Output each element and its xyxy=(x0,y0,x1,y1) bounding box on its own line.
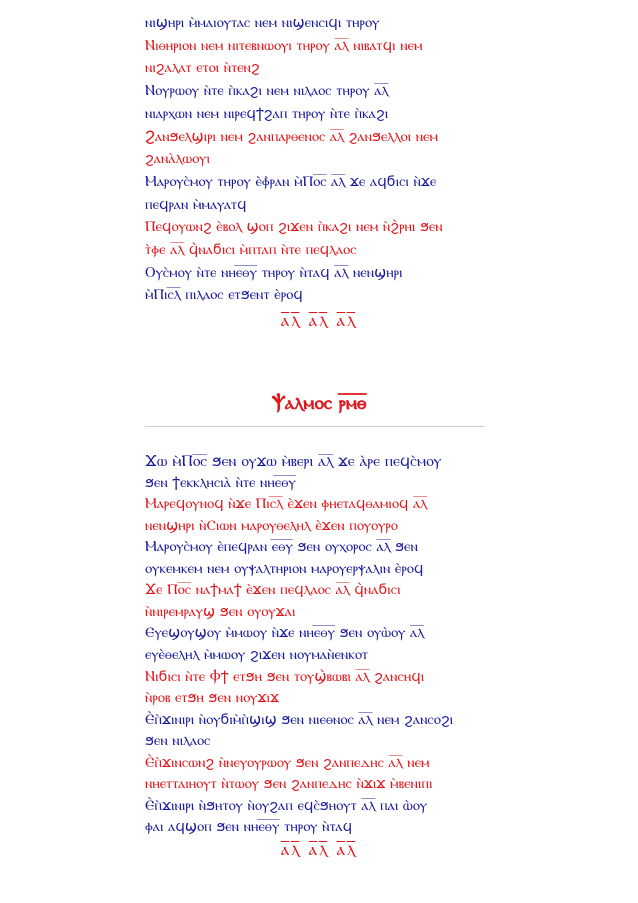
verse-line: ⲛⲓϣⲏⲣⲓ ⲙ̀ⲙⲁⲓⲟⲩⲧⲁⲥ ⲛⲉⲙ ⲛⲓϣⲉⲛⲥⲓϥⲓ ⲧⲏⲣⲟⲩ xyxy=(145,15,380,31)
verse-line: Ⲉ̀ⲡ̀ϫⲓⲛⲓⲣⲓ ⲛ̀ⲟⲩϭⲓⲙ̀ⲡ̀ϣⲓϣ ϧⲉⲛ ⲛⲓⲉⲑⲛⲟⲥ ⲁ̅ⲗ̅ ⲛⲉⲙ ϩⲁⲛⲥⲟϩⲓ xyxy=(145,711,454,728)
verse-line: ⲫⲁⲓ ⲁϥϣⲟⲡ ϧⲉⲛ ⲛⲏⲉ̅ⲑ̅ⲩ̅ ⲧⲏⲣⲟⲩ ⲛ̀ⲧⲁϥ xyxy=(145,819,353,836)
verse-line: ⲛ̀ⲣⲟⲃ ⲉⲧϧⲏ ϧⲉⲛ ⲛⲟⲩϫⲓϫ xyxy=(145,690,280,707)
verse-line: ϧⲉⲛ ⲛⲓⲗⲁⲟⲥ xyxy=(145,733,211,750)
verse-line: Ⲉ̀ⲡ̀ϫⲓⲛⲓⲣⲓ ⲛ̀ϧⲏⲧⲟⲩ ⲛ̀ⲟⲩϩⲁⲡ ⲉϥⲥ̀ϧⲏⲟⲩⲧ ⲁ̅ⲗ̅ ⲡⲁⲓ ⲱ̀ⲟⲩ xyxy=(145,797,428,814)
verse-line: ⲛⲓϩⲁⲗⲁⲧ ⲉⲧⲟⲓ ⲛ̀ⲧⲉⲛϩ xyxy=(145,60,260,77)
verse-line: Ⲙⲁⲣⲟⲩⲥ̀ⲙⲟⲩ ⲧⲏⲣⲟⲩ ⲉ̀ⲫ̀ⲣⲁⲛ ⲙ̀Ⲡⲟ̅ⲥ̅ ⲁ̅ⲗ̅ ϫⲉ ⲁϥϭⲓⲥⲓ ⲛ̀ϫⲉ xyxy=(145,173,437,190)
verse-line: ⲛ̀ⲛⲓⲣⲉⲙⲣⲁⲩϣ ϧⲉⲛ ⲟⲩⲟⲩϫⲁⲓ xyxy=(145,603,296,620)
verse-line: ⲛⲉⲛϣⲏⲣⲓ ⲛ̀Ⲥⲓⲱⲛ ⲙⲁⲣⲟⲩⲑⲉⲗⲏⲗ ⲉ̀ϫⲉⲛ ⲡⲟⲩⲟⲩⲣⲟ xyxy=(145,517,398,534)
alleluia-refrain-2: ⲁ̅ⲗ̅ ⲁ̅ⲗ̅ ⲁ̅ⲗ̅ xyxy=(280,840,358,860)
verse-line: Ⲙⲁⲣⲉϥⲟⲩⲛⲟϥ ⲛ̀ϫⲉ Ⲡⲓⲥ̅ⲗ̅ ⲉ̀ϫⲉⲛ ⲫⲏⲉⲧⲁϥⲑⲁⲙⲓⲟϥ ⲁ̅ⲗ̅ xyxy=(145,496,428,513)
verse-line: Ϫⲉ Ⲡⲟ̅ⲥ̅ ⲛⲁϯⲙⲁϯ ⲉ̀ϫⲉⲛ ⲡⲉϥⲗⲁⲟⲥ ⲁ̅ⲗ̅ ϥ̀ⲛⲁϭⲓⲥⲓ xyxy=(145,582,401,599)
alleluia-refrain-1: ⲁ̅ⲗ̅ ⲁ̅ⲗ̅ ⲁ̅ⲗ̅ xyxy=(280,311,358,331)
verse-line: Ⲛⲓⲑⲏⲣⲓⲟⲛ ⲛⲉⲙ ⲛⲓⲧⲉⲃⲛⲱⲟⲩⲓ ⲧⲏⲣⲟⲩ ⲁ̅ⲗ̅ ⲛⲓⲃⲁⲧϥⲓ ⲛⲉⲙ xyxy=(145,37,423,54)
verse-line: Ⲉⲩⲉϣⲟⲩϣⲟⲩ ⲙ̀ⲙⲱⲟⲩ ⲛ̀ϫⲉ ⲛⲏⲉ̅ⲑ̅ⲩ̅ ϧⲉⲛ ⲟⲩⲱ̀ⲟⲩ ⲁ̅ⲗ̅ xyxy=(145,625,425,642)
verse-line: Ϩⲁⲛϧⲉⲗϣⲓⲣⲓ ⲛⲉⲙ ϩⲁⲛⲡⲁⲣⲑⲉⲛⲟⲥ ⲁ̅ⲗ̅ ϩⲁⲛϧⲉⲗⲗⲟⲓ ⲛⲉⲙ xyxy=(145,128,439,145)
verse-line: Ⲙⲁⲣⲟⲩⲥ̀ⲙⲟⲩ ⲉ̀ⲡⲉϥⲣⲁⲛ ⲉ̅ⲑ̅ⲩ̅ ϧⲉⲛ ⲟⲩⲭⲟⲣⲟⲥ ⲁ̅ⲗ̅ ϧⲉⲛ xyxy=(145,539,418,556)
verse-line: ϩⲁⲛⲁ̀ⲗⲱⲟⲩⲓ xyxy=(145,151,210,168)
verse-line: Ⲡⲉϥⲟⲩⲱⲛϩ ⲉ̀ⲃⲟⲗ ϣⲟⲡ ϩⲓϫⲉⲛ ⲡ̀ⲕⲁϩⲓ ⲛⲉⲙ ⲛ̀ϩ̀ⲣⲏⲓ ϧⲉⲛ xyxy=(145,219,443,236)
verse-line: Ϫⲱ ⲙ̀Ⲡⲟ̅ⲥ̅ ϧⲉⲛ ⲟⲩϫⲱ ⲙ̀ⲃⲉⲣⲓ ⲁ̅ⲗ̅ ϫⲉ ⲁ̀ⲣⲉ ⲡⲉϥⲥ̀ⲙⲟⲩ xyxy=(145,452,442,470)
verse-line: Ⲛⲓϭⲓⲥⲓ ⲛ̀ⲧⲉ Ⲫϯ ⲉⲧϧⲏ ϧⲉⲛ ⲧⲟⲩϣ̀ⲃⲱⲃⲓ ⲁ̅ⲗ̅ ϩⲁⲛⲥⲏϥⲓ xyxy=(145,668,425,685)
psalm-heading: Ⲯⲁⲗⲙⲟⲥ ⲣ̅ⲙ̅ⲑ̅ xyxy=(271,392,367,414)
verse-line: ⲛⲓⲁⲣⲭⲱⲛ ⲛⲉⲙ ⲛⲓⲣⲉϥϯϩⲁⲡ ⲧⲏⲣⲟⲩ ⲛ̀ⲧⲉ ⲡ̀ⲕⲁϩⲓ xyxy=(145,105,389,122)
verse-line: ⲉⲩⲉ̀ⲑⲉⲗⲏⲗ ⲙ̀ⲙⲱⲟⲩ ϩⲓϫⲉⲛ ⲛⲟⲩⲙⲁⲛ̀ⲉⲛⲕⲟⲧ xyxy=(145,646,368,663)
verse-line: ϧⲉⲛ ϯⲉⲕⲕⲗⲏⲥⲓⲁ̀ ⲛ̀ⲧⲉ ⲛⲏⲉ̅ⲑ̅ⲩ̅ xyxy=(145,474,296,491)
verse-line: ⲛⲏⲉⲧⲧⲁⲓⲏⲟⲩⲧ ⲛ̀ⲧⲱⲟⲩ ϧⲉⲛ ϩⲁⲛⲡⲉⲇⲏⲥ ⲛ̀ϫⲓϫ ⲙ̀ⲃⲉⲛⲓⲡⲓ xyxy=(145,776,433,793)
verse-line: Ⲉ̀ⲡ̀ϫⲓⲛⲥⲱⲛϩ ⲛ̀ⲛⲉⲩⲟⲩⲣⲱⲟⲩ ϧⲉⲛ ϩⲁⲛⲡⲉⲇⲏⲥ ⲁ̅ⲗ̅ ⲛⲉⲙ xyxy=(145,754,430,771)
heading-divider xyxy=(145,426,485,427)
verse-line: ⲡⲉϥⲣⲁⲛ ⲙ̀ⲙⲁⲩⲁⲧϥ xyxy=(145,196,247,213)
verse-line: ⲟⲩⲕⲉⲙⲕⲉⲙ ⲛⲉⲙ ⲟⲩⲯⲁⲗⲧⲏⲣⲓⲟⲛ ⲙⲁⲣⲟⲩⲉⲣⲯⲁⲗⲓⲛ ⲉ̀ⲣⲟϥ xyxy=(145,560,424,577)
verse-line: ⲙ̀Ⲡⲓⲥ̅ⲗ̅ ⲡⲓⲗⲁⲟⲥ ⲉⲧϧⲉⲛⲧ ⲉ̀ⲣⲟϥ xyxy=(145,287,303,304)
verse-line: Ⲟⲩⲥ̀ⲙⲟⲩ ⲛ̀ⲧⲉ ⲛⲏⲉ̅ⲑ̅ⲩ̅ ⲧⲏⲣⲟⲩ ⲛ̀ⲧⲁϥ ⲁ̅ⲗ̅ ⲛⲉⲛϣⲏⲣⲓ xyxy=(145,264,403,281)
verse-line: Ⲛⲟⲩⲣⲱⲟⲩ ⲛ̀ⲧⲉ ⲡ̀ⲕⲁϩⲓ ⲛⲉⲙ ⲛⲓⲗⲁⲟⲥ ⲧⲏⲣⲟⲩ ⲁ̅ⲗ̅ xyxy=(145,83,389,100)
verse-line: ⲧ̀ⲫⲉ ⲁ̅ⲗ̅ ϥ̀ⲛⲁϭⲓⲥⲓ ⲙ̀ⲡⲧⲁⲡ ⲛ̀ⲧⲉ ⲡⲉϥⲗⲁⲟⲥ xyxy=(145,242,357,258)
